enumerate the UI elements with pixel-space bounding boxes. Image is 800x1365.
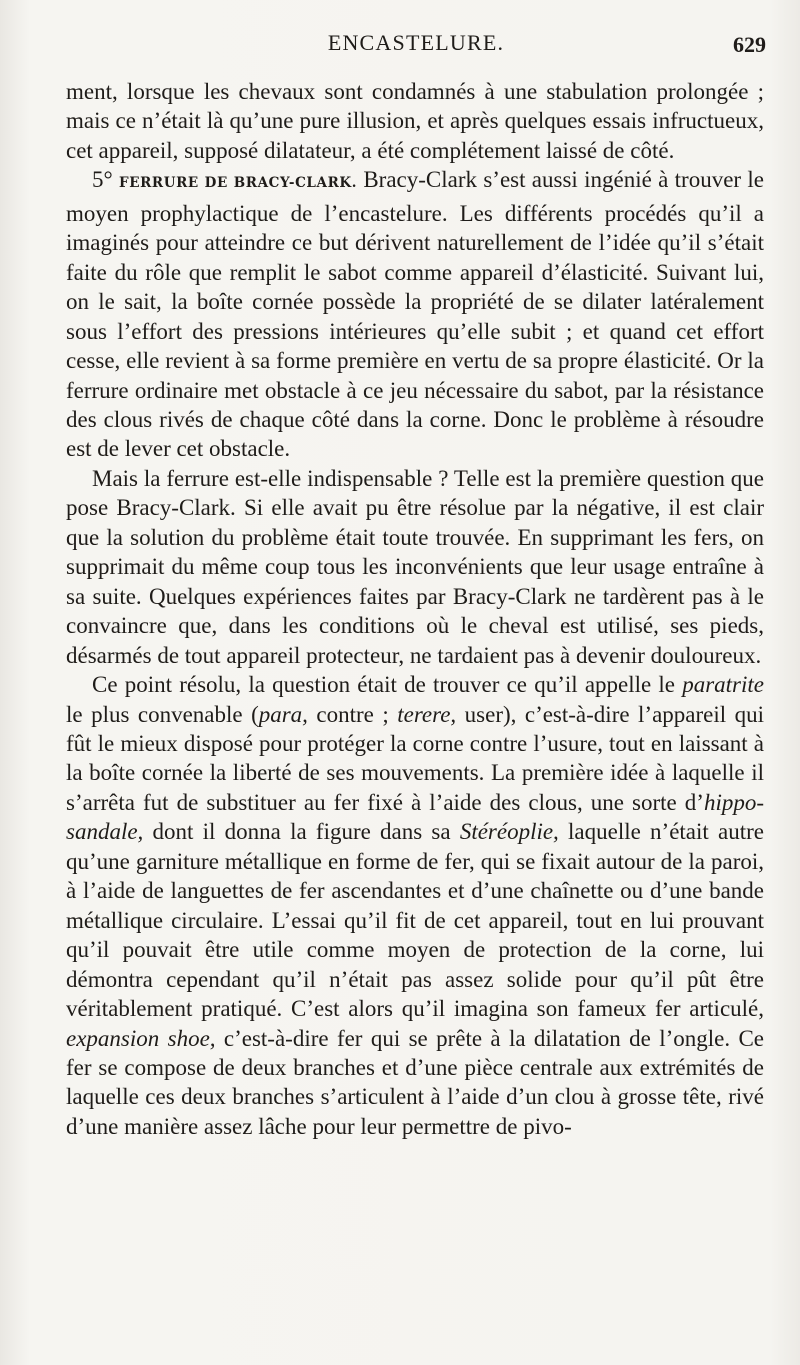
text-run: le plus convenable ( [66,701,259,727]
text-run: contre ; [307,701,398,727]
paragraph [66,670,764,1141]
text-run: c’est-à-dire fer qui se prête à la dilatation de l’ongle. Ce fer se compose de deux branches et d’une pièce centrale aux extrémités de laquelle ces deux branches s’articulent à l’aide d’un clou à grosse tête, rivé d’une manière assez lâche pour leur permettre de pivo- [66,1025,765,1139]
text-run: Mais la ferrure est-elle indispensable ? Telle est la première question que pose Bracy-Clark. Si elle avait pu être résolue par la négative, il est clair que la solution du problème était toute trouvée. En supprimant les fers, on supprimait du même coup tous les inconvénients que leur usage entraîne à sa suite. Quelques expériences faites par Bracy-Clark ne tardèrent pas à le convaincre que, dans les conditions où le cheval est utilisé, ses pieds, désarmés de tout appareil protecteur, ne tardaient pas à devenir douloureux. [66,465,764,668]
paragraph [66,77,764,165]
text-run: dont il donna la figure dans sa [143,819,460,845]
text-run: 5° [92,167,120,193]
body-text [66,77,764,1141]
paragraph [66,165,764,464]
text-run: Bracy-Clark s’est aussi ingénié à trouver le moyen prophylactique de l’encastelure. Les différents procédés qu’il a imaginés pour atteindre ce but dérivent naturellement de l’idée qu’il s’était faite du rôle que remplit le sabot comme appareil d’élasticité. Suivant lui, on le sait, la boîte cornée possède la propriété de se dilater latéralement sous l’effort des pressions intérieures qu’elle subit ; et quand cet effort cesse, elle revient à sa forme première en vertu de sa propre élasticité. Or la ferrure ordinaire met obstacle à ce jeu nécessaire du sabot, par la résistance des clous rivés de chaque côté dans la corne. Donc le problème à résoudre est de lever cet obstacle. [66,167,764,462]
text-run: ment, lorsque les chevaux sont condamnés à une stabulation prolongée ; mais ce n’était là qu’une pure illusion, et après quelques essais infructueux, cet appareil, supposé dilatateur, a été complétement laissé de côté. [66,79,764,163]
page-number: 629 [733,32,766,57]
italic-term: terere, [397,701,457,727]
italic-term: hippo-sandale, [66,789,764,845]
text-run: Ce point résolu, la question était de trouver ce qu’il appelle le [92,672,683,698]
italic-term: expansion shoe, [66,1025,216,1051]
paragraph [66,464,764,670]
text-run: user), c’est-à-dire l’appareil qui fût le mieux disposé pour protéger la corne contre l’usure, tout en laissant à la boîte cornée la liberté de ses mouvements. La première idée à laquelle il s’arrêta fut de substituer au fer fixé à l’aide des clous, une sorte d’ [66,701,765,815]
italic-term: Stéréoplie, [459,819,559,845]
text-run: laquelle n’était autre qu’une garniture métallique en forme de fer, qui se fixait autour de la paroi, à l’aide de languettes de fer ascendantes et d’une chaînette ou d’une bande métallique circulaire. L’essai qu’il fit de cet appareil, tout en lui prouvant qu’il pouvait être utile comme moyen de protection de la corne, lui démontra cependant qu’il n’était pas assez solide pour qu’il pût être véritablement pratiqué. C’est alors qu’il imagina son fameux fer articulé, [66,819,764,1022]
section-heading: FERRURE DE BRACY-CLARK. [119,175,358,192]
italic-term: para, [258,701,308,727]
running-head [66,30,766,64]
italic-term: paratrite [682,672,764,698]
running-title: ENCASTELURE. [327,30,505,55]
